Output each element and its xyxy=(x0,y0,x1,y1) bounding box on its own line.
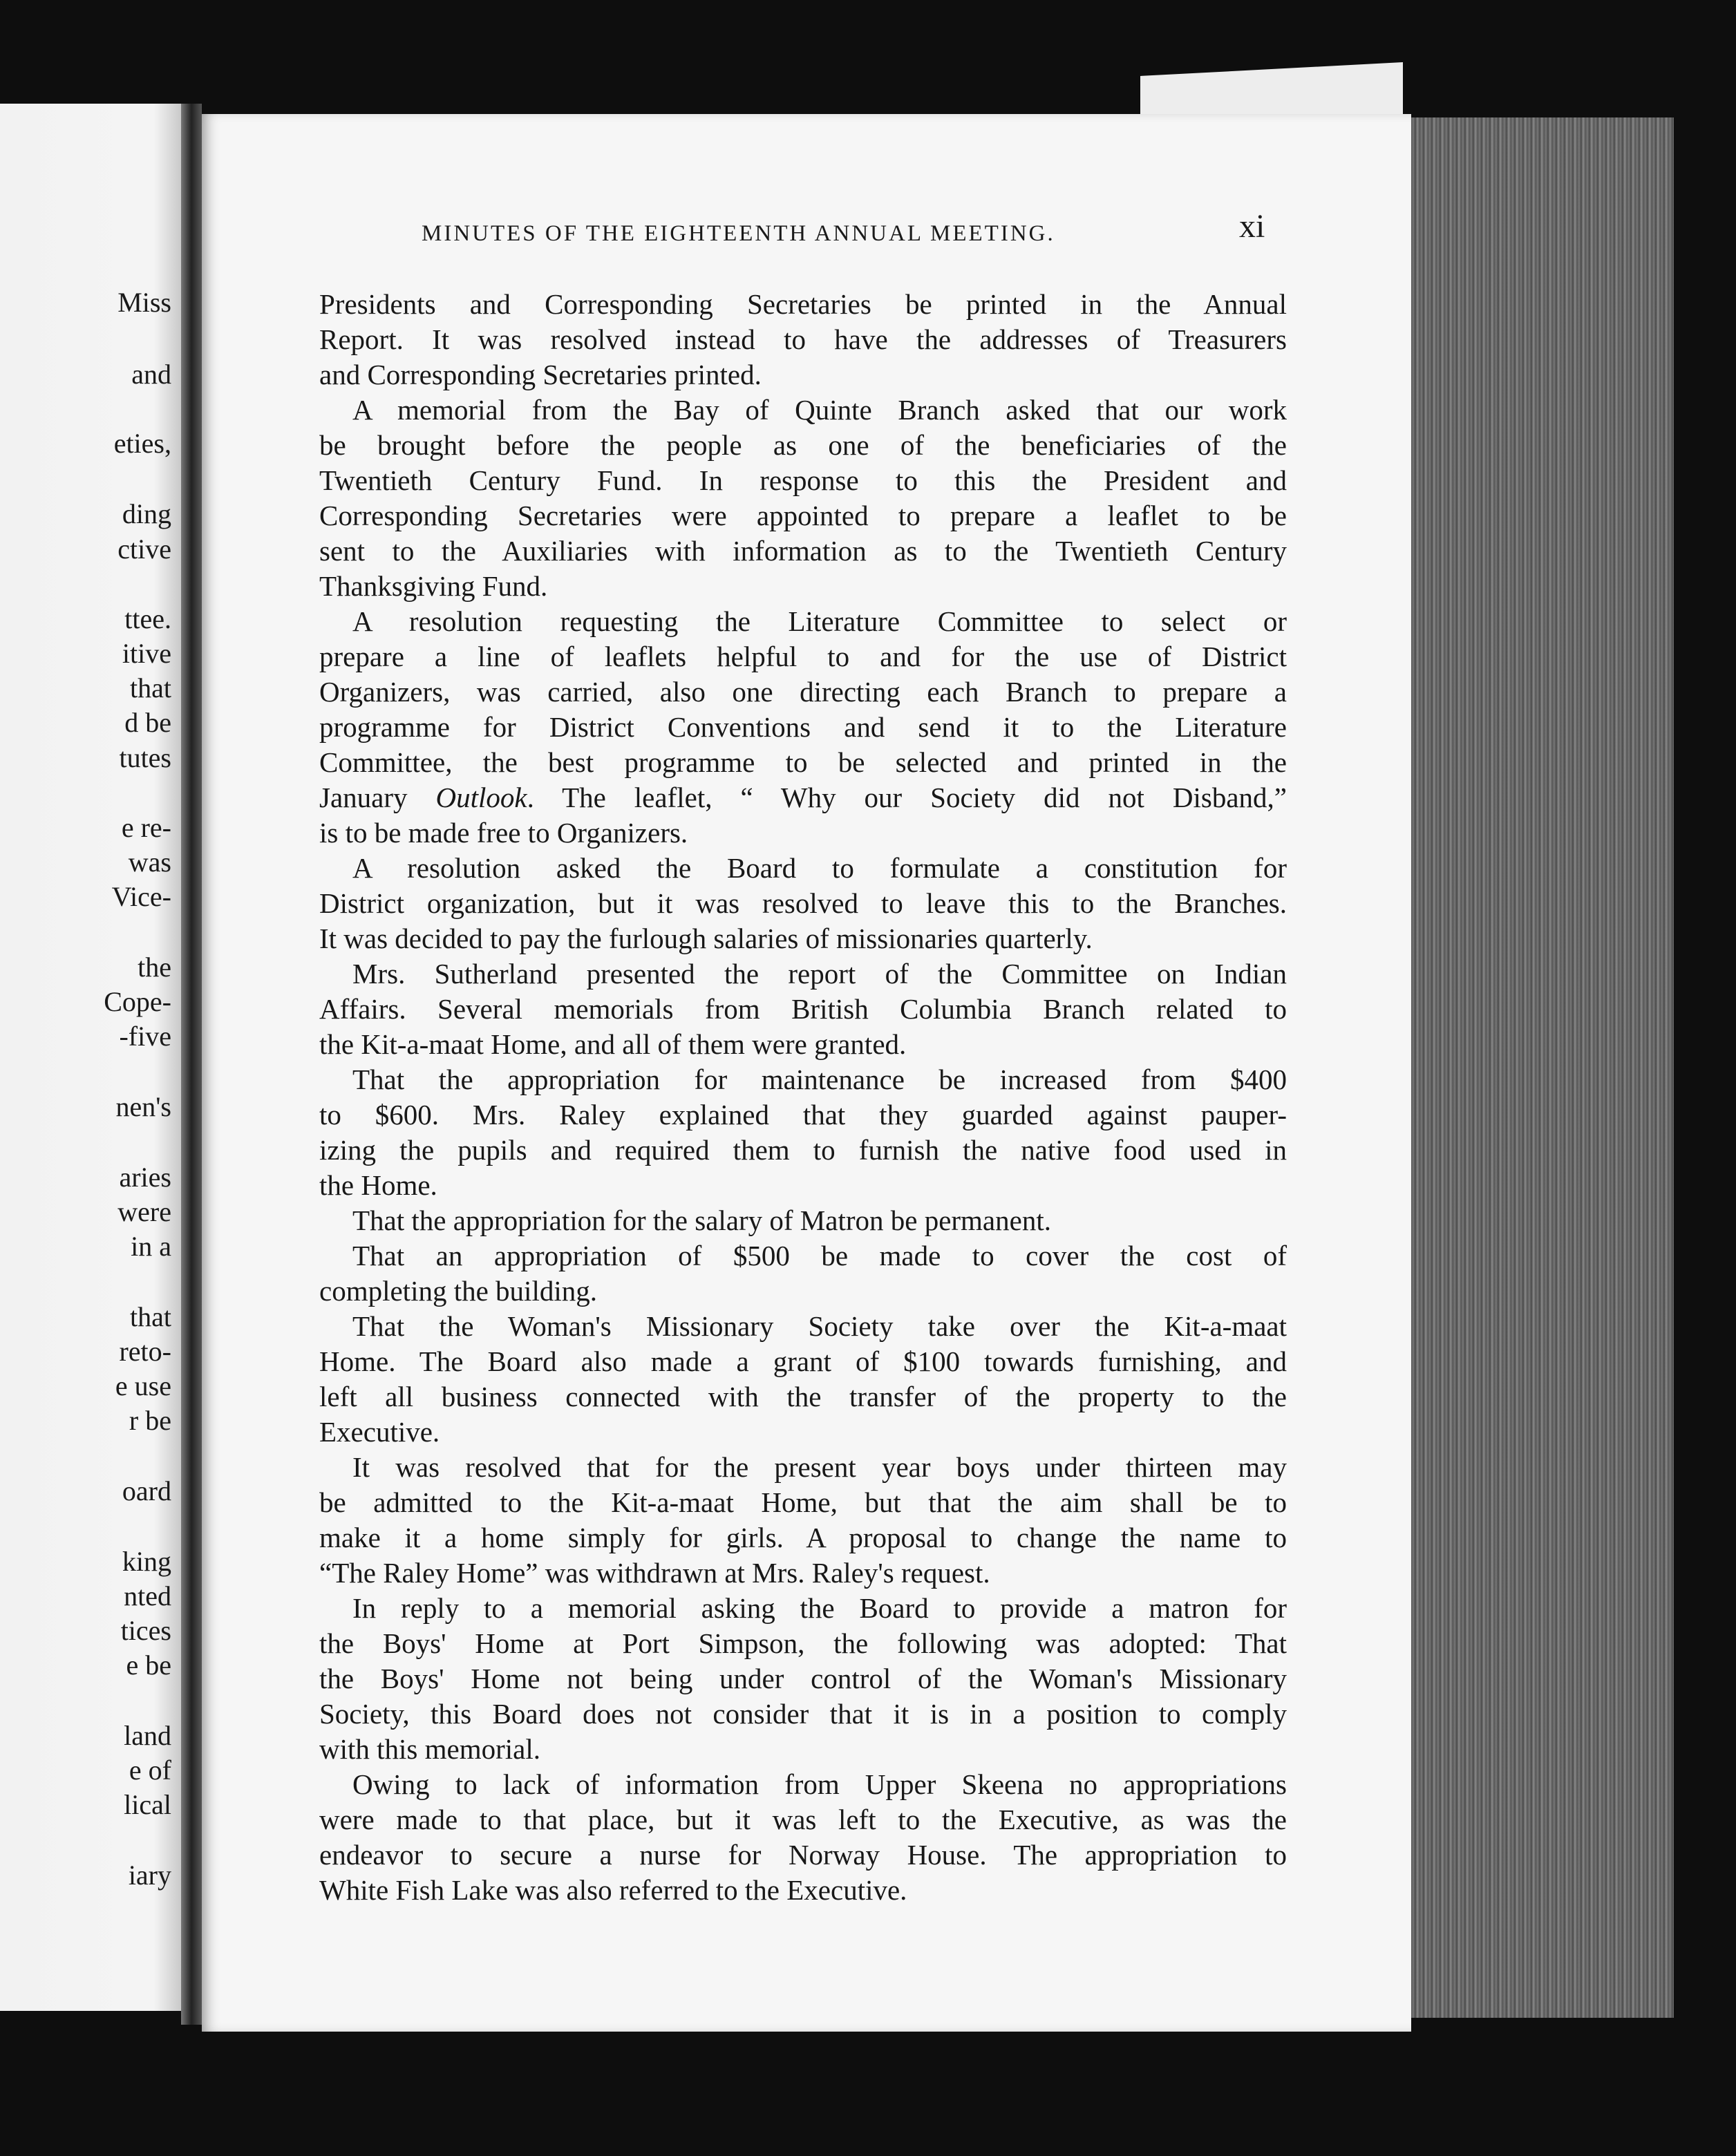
text-line: Owing to lack of information from Upper Skeena no appropriations xyxy=(352,1768,1287,1800)
text-line: Report. It was resolved instead to have the addresses of Treasurers xyxy=(319,323,1287,355)
left-page-line: nen's xyxy=(115,1091,171,1122)
left-page-line: tutes xyxy=(119,742,171,773)
text-line: the Home. xyxy=(319,1169,437,1201)
left-page-line: Cope- xyxy=(104,986,171,1017)
text-line: Home. The Board also made a grant of $100 towards furnishing, and xyxy=(319,1345,1287,1377)
text-line: with this memorial. xyxy=(319,1733,540,1765)
paragraph xyxy=(319,851,1287,956)
paragraph xyxy=(319,1203,1287,1238)
paragraph xyxy=(319,393,1287,604)
text-line: the Kit-a-maat Home, and all of them were granted. xyxy=(319,1028,907,1060)
text-line: “The Raley Home” was withdrawn at Mrs. Raley's request. xyxy=(319,1557,990,1589)
paragraph xyxy=(319,287,1287,393)
text-line: A resolution asked the Board to formulate a constitution for xyxy=(352,852,1287,884)
text-line: be admitted to the Kit-a-maat Home, but that the aim shall be to xyxy=(319,1486,1287,1518)
left-page-line: were xyxy=(117,1196,171,1227)
text-line: Organizers, was carried, also one directing each Branch to prepare a xyxy=(319,676,1287,708)
text-line: left all business connected with the transfer of the property to the xyxy=(319,1381,1287,1412)
left-page-line: e re- xyxy=(121,812,171,843)
paragraph xyxy=(319,604,1287,851)
text-line: That the appropriation for maintenance be increased from $400 xyxy=(352,1063,1287,1095)
left-page-line: e of xyxy=(129,1755,171,1786)
left-page-line: that xyxy=(130,1301,171,1332)
left-page-line: was xyxy=(128,847,171,878)
left-page-line: ding xyxy=(122,498,171,529)
paragraph xyxy=(319,1309,1287,1450)
text-line: sent to the Auxiliaries with information as to the Twentieth Century xyxy=(319,535,1287,567)
left-page-line: iary xyxy=(128,1860,171,1891)
text-line: Affairs. Several memorials from British Columbia Branch related to xyxy=(319,993,1287,1025)
text-line: and Corresponding Secretaries printed. xyxy=(319,359,762,390)
text-line: Committee, the best programme to be selected and printed in the xyxy=(319,746,1287,778)
text-line: the Boys' Home at Port Simpson, the following was adopted: That xyxy=(319,1627,1287,1659)
left-page-line: e be xyxy=(126,1649,171,1681)
left-page-line: the xyxy=(138,952,171,983)
left-page-line: nted xyxy=(124,1580,171,1611)
paragraph xyxy=(319,1062,1287,1203)
text-line: That the Woman's Missionary Society take over the Kit-a-maat xyxy=(352,1310,1287,1342)
left-page-line: in a xyxy=(131,1231,171,1262)
text-line: That an appropriation of $500 be made to cover the cost of xyxy=(352,1240,1287,1271)
text-line: to $600. Mrs. Raley explained that they guarded against pauper- xyxy=(319,1099,1287,1131)
left-page-line: eties, xyxy=(113,428,171,459)
paragraph xyxy=(319,1450,1287,1591)
left-page-line: e use xyxy=(115,1370,171,1401)
left-page-line: oard xyxy=(122,1475,171,1506)
page-edges xyxy=(1411,117,1674,2018)
text-line: the Boys' Home not being under control of the Woman's Missionary xyxy=(319,1663,1287,1694)
text-line: were made to that place, but it was left to the Executive, as was the xyxy=(319,1804,1287,1835)
text-line: It was decided to pay the furlough salaries of missionaries quarterly. xyxy=(319,923,1093,954)
page-body xyxy=(319,287,1287,1908)
text-line: Executive. xyxy=(319,1416,440,1448)
text-line: Mrs. Sutherland presented the report of the Committee on Indian xyxy=(352,958,1287,990)
text-line: In reply to a memorial asking the Board to provide a matron for xyxy=(352,1592,1287,1624)
book-gutter xyxy=(181,104,202,2025)
text-line: prepare a line of leaflets helpful to and for the use of District xyxy=(319,641,1287,672)
left-page-line: king xyxy=(122,1546,171,1577)
left-page-line: itive xyxy=(122,638,171,669)
text-line: programme for District Conventions and send it to the Literature xyxy=(319,711,1287,743)
text-line: endeavor to secure a nurse for Norway House. The appropriation to xyxy=(319,1839,1287,1871)
paragraph xyxy=(319,1591,1287,1767)
left-page-line: lical xyxy=(124,1789,171,1820)
left-page-line: land xyxy=(124,1720,171,1751)
left-page-line: aries xyxy=(119,1162,171,1193)
left-page-line: r be xyxy=(129,1405,171,1436)
left-page-line: tices xyxy=(120,1615,171,1646)
left-page-text-column xyxy=(0,104,181,2011)
left-page-line: that xyxy=(130,672,171,703)
left-page-line: ctive xyxy=(117,533,171,565)
text-line: January Outlook. The leaflet, “ Why our Society did not Disband,” xyxy=(319,782,1287,813)
text-line: is to be made free to Organizers. xyxy=(319,817,688,849)
text-line: A memorial from the Bay of Quinte Branch asked that our work xyxy=(352,394,1287,426)
left-page-line: Vice- xyxy=(111,881,171,912)
text-line: make it a home simply for girls. A proposal to change the name to xyxy=(319,1522,1287,1553)
running-header: MINUTES OF THE EIGHTEENTH ANNUAL MEETING. xyxy=(422,221,1055,246)
text-line: A resolution requesting the Literature Committee to select or xyxy=(352,605,1287,637)
left-page-line: d be xyxy=(124,707,171,738)
text-line: White Fish Lake was also referred to the Executive. xyxy=(319,1874,907,1906)
left-page xyxy=(0,104,181,2011)
text-line: be brought before the people as one of the beneficiaries of the xyxy=(319,429,1287,461)
text-line: It was resolved that for the present year boys under thirteen may xyxy=(352,1451,1287,1483)
text-line: izing the pupils and required them to furnish the native food used in xyxy=(319,1134,1287,1166)
paragraph xyxy=(319,956,1287,1062)
text-line: completing the building. xyxy=(319,1275,597,1307)
text-line: Corresponding Secretaries were appointed to prepare a leaflet to be xyxy=(319,500,1287,531)
page-number: xi xyxy=(1239,208,1265,245)
text-line: Society, this Board does not consider that it is in a position to comply xyxy=(319,1698,1287,1730)
paragraph xyxy=(319,1767,1287,1908)
text-line: Presidents and Corresponding Secretaries be printed in the Annual xyxy=(319,288,1287,320)
left-page-line: ttee. xyxy=(124,603,171,634)
text-line: District organization, but it was resolved to leave this to the Branches. xyxy=(319,887,1287,919)
left-page-line: Miss xyxy=(117,287,171,318)
left-page-line: reto- xyxy=(119,1336,171,1367)
left-page-line: and xyxy=(131,359,171,390)
text-line: Thanksgiving Fund. xyxy=(319,570,548,602)
left-page-line: -five xyxy=(119,1021,171,1052)
text-line: Twentieth Century Fund. In response to this the President and xyxy=(319,464,1287,496)
text-line: That the appropriation for the salary of Matron be permanent. xyxy=(352,1204,1051,1236)
paragraph xyxy=(319,1238,1287,1309)
